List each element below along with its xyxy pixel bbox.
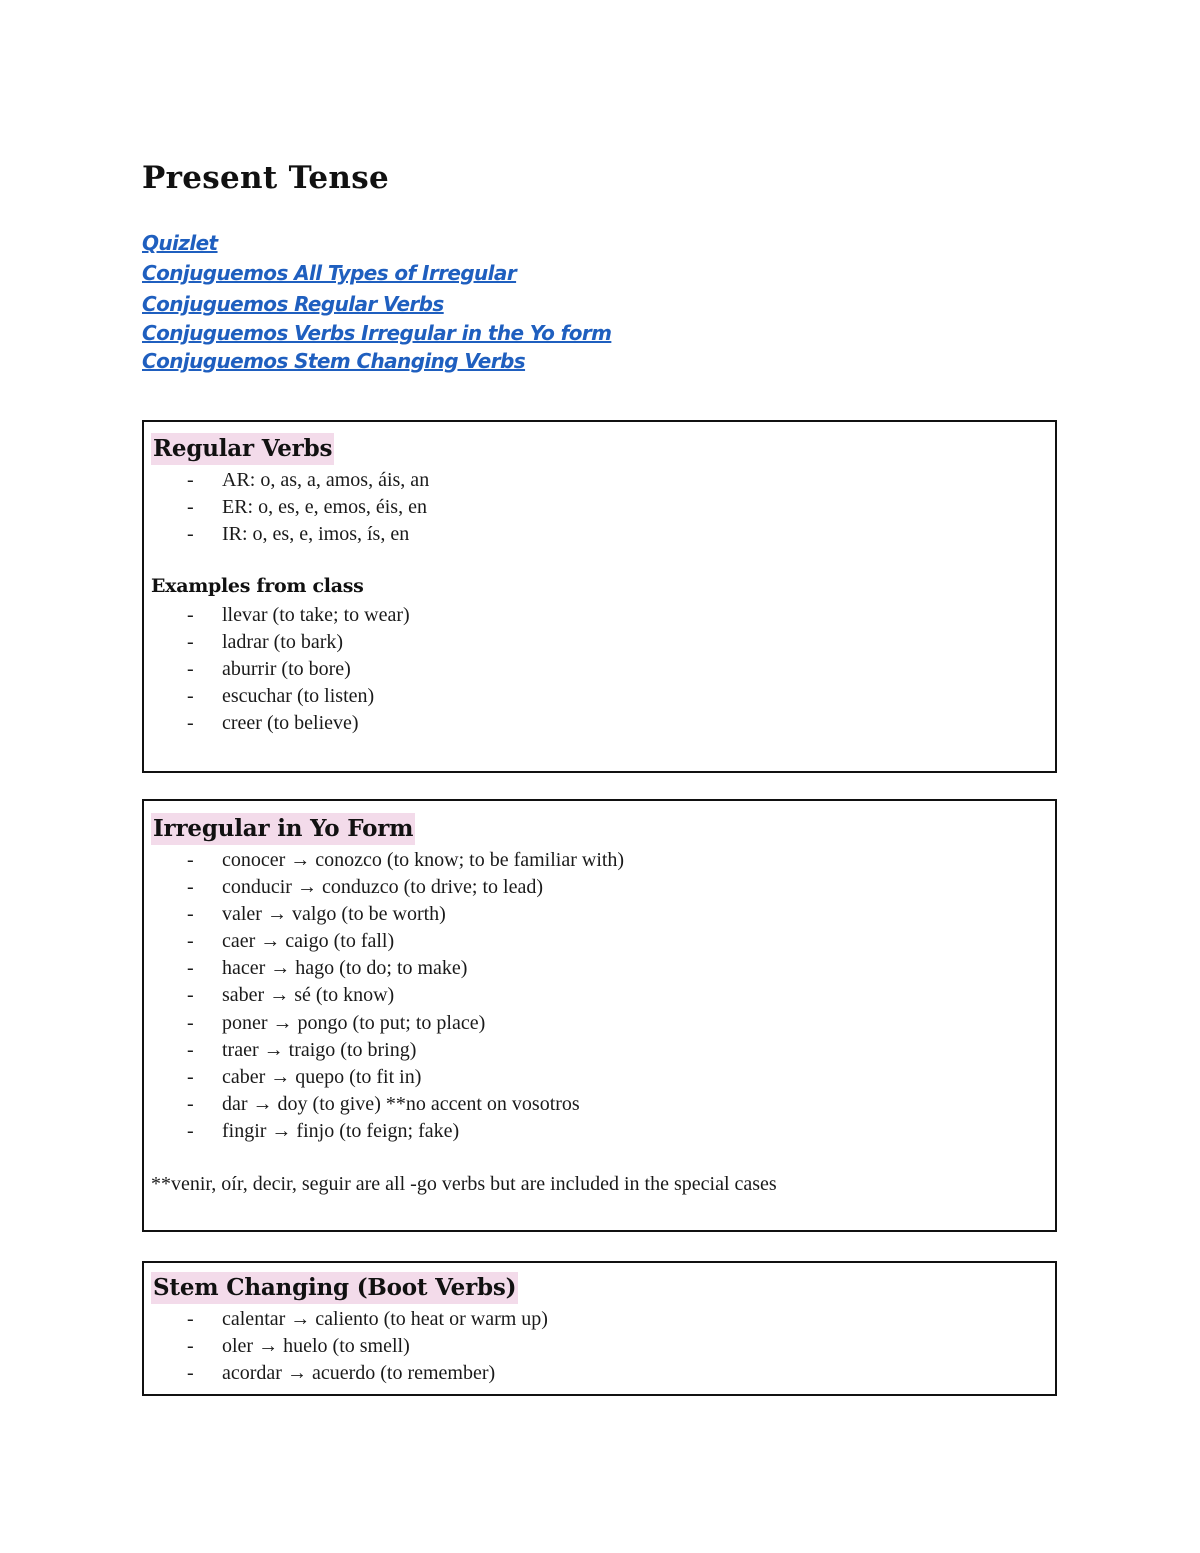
regular-verbs-box <box>142 420 1057 773</box>
list-item <box>144 467 429 494</box>
list-item-text: AR: o, as, a, amos, áis, an <box>222 469 430 491</box>
list-item-text: caber → quepo (to fit in) <box>222 1065 422 1088</box>
go-verbs-note: **venir, oír, decir, seguir are all -go verbs but are included in the special cases <box>151 1173 777 1195</box>
list-item <box>144 874 624 901</box>
dash-bullet: - <box>187 658 194 681</box>
regular-examples-list <box>144 602 410 737</box>
dash-bullet: - <box>187 469 194 491</box>
stem-changing-box <box>142 1261 1057 1396</box>
list-item-text: poner → pongo (to put; to place) <box>222 1011 486 1034</box>
list-item <box>144 629 410 656</box>
list-item <box>144 521 429 548</box>
list-item-text: traer → traigo (to bring) <box>222 1038 417 1061</box>
dash-bullet: - <box>187 876 194 899</box>
list-item-text: creer (to believe) <box>222 712 359 735</box>
list-item-text: conducir → conduzco (to drive; to lead) <box>222 876 543 899</box>
dash-bullet: - <box>187 849 194 871</box>
list-item <box>144 1360 548 1387</box>
list-item-text: conocer → conozco (to know; to be familiar with) <box>222 849 625 871</box>
list-item <box>144 928 624 955</box>
link-conjuguemos-all-irregular[interactable]: Conjuguemos All Types of Irregular <box>142 261 517 285</box>
list-item-text: fingir → finjo (to feign; fake) <box>222 1119 460 1142</box>
link-conjuguemos-stem-changing[interactable]: Conjuguemos Stem Changing Verbs <box>142 349 526 373</box>
list-item-text: ER: o, es, e, emos, éis, en <box>222 496 427 519</box>
list-item <box>144 656 410 683</box>
dash-bullet: - <box>187 1065 194 1088</box>
dash-bullet: - <box>187 1092 194 1115</box>
link-quizlet[interactable]: Quizlet <box>142 231 218 255</box>
list-item <box>144 1064 624 1091</box>
dash-bullet: - <box>187 1362 194 1385</box>
list-item-text: saber → sé (to know) <box>222 984 395 1007</box>
resource-links <box>142 228 611 375</box>
list-item <box>144 494 429 521</box>
list-item <box>144 1091 624 1118</box>
regular-endings-list <box>144 467 429 548</box>
dash-bullet: - <box>187 604 194 626</box>
link-conjuguemos-regular[interactable]: Conjuguemos Regular Verbs <box>142 292 444 316</box>
dash-bullet: - <box>187 712 194 735</box>
dash-bullet: - <box>187 496 194 519</box>
dash-bullet: - <box>187 523 194 546</box>
list-item-text: valer → valgo (to be worth) <box>222 903 446 926</box>
list-item <box>144 1118 624 1145</box>
list-item <box>144 710 410 737</box>
dash-bullet: - <box>187 685 194 708</box>
dash-bullet: - <box>187 903 194 926</box>
dash-bullet: - <box>187 984 194 1007</box>
list-item-text: ladrar (to bark) <box>222 631 344 654</box>
dash-bullet: - <box>187 1011 194 1034</box>
stem-changing-list <box>144 1306 548 1387</box>
irregular-yo-box <box>142 799 1057 1232</box>
examples-heading: Examples from class <box>151 575 364 597</box>
dash-bullet: - <box>187 1038 194 1061</box>
list-item <box>144 982 624 1009</box>
list-item-text: caer → caigo (to fall) <box>222 930 395 953</box>
link-conjuguemos-yo-form[interactable]: Conjuguemos Verbs Irregular in the Yo form <box>142 321 612 345</box>
dash-bullet: - <box>187 1119 194 1142</box>
list-item-text: calentar → caliento (to heat or warm up) <box>222 1308 548 1330</box>
list-item <box>144 1306 548 1333</box>
dash-bullet: - <box>187 1335 194 1358</box>
dash-bullet: - <box>187 631 194 654</box>
list-item <box>144 1037 624 1064</box>
list-item-text: IR: o, es, e, imos, ís, en <box>222 523 410 546</box>
list-item-text: aburrir (to bore) <box>222 658 351 681</box>
list-item-text: acordar → acuerdo (to remember) <box>222 1362 496 1385</box>
list-item-text: hacer → hago (to do; to make) <box>222 957 468 980</box>
list-item-text: oler → huelo (to smell) <box>222 1335 410 1358</box>
list-item <box>144 683 410 710</box>
dash-bullet: - <box>187 957 194 980</box>
list-item <box>144 901 624 928</box>
list-item-text: dar → doy (to give) **no accent on vosotros <box>222 1092 580 1115</box>
stem-changing-heading: Stem Changing (Boot Verbs) <box>151 1272 518 1304</box>
irregular-yo-heading: Irregular in Yo Form <box>151 813 415 845</box>
irregular-yo-list <box>144 847 624 1145</box>
dash-bullet: - <box>187 1308 194 1330</box>
regular-verbs-heading: Regular Verbs <box>151 433 334 465</box>
list-item <box>144 602 410 629</box>
list-item <box>144 847 624 874</box>
dash-bullet: - <box>187 930 194 953</box>
list-item-text: escuchar (to listen) <box>222 685 375 708</box>
page-title: Present Tense <box>142 160 390 196</box>
list-item <box>144 955 624 982</box>
list-item-text: llevar (to take; to wear) <box>222 604 410 626</box>
list-item <box>144 1333 548 1360</box>
list-item <box>144 1010 624 1037</box>
